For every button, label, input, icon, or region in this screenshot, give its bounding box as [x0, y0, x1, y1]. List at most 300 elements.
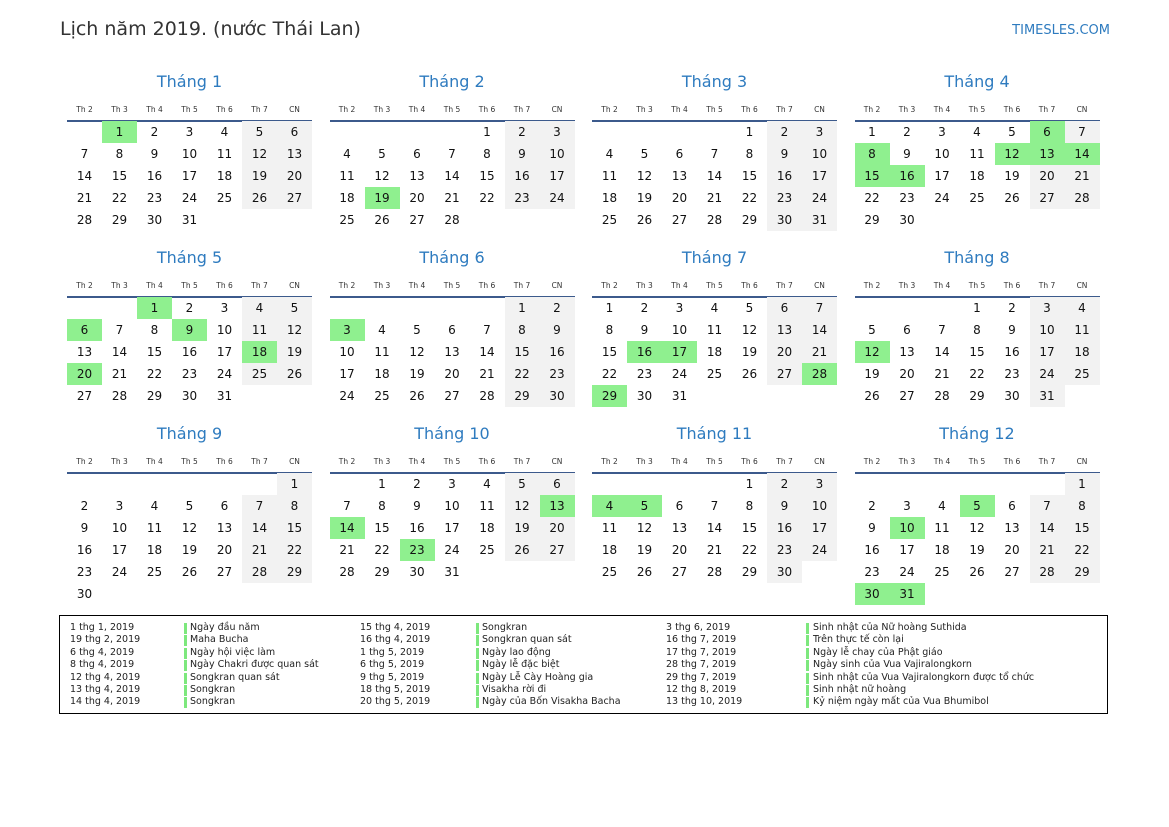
day-cell: 4 — [242, 297, 277, 319]
day-cell: 29 — [374, 565, 390, 579]
day-cell: 3 — [802, 121, 837, 143]
day-cell: 24 — [899, 565, 915, 579]
holiday-date: 6 thg 4, 2019 — [70, 646, 135, 658]
holiday-name: Ngày lễ chay của Phật giáo — [813, 646, 943, 658]
day-cell: 29 — [277, 561, 312, 583]
day-cell: 27 — [409, 213, 425, 227]
day-cell: 1 — [745, 477, 754, 491]
day-cell: 13 — [409, 169, 425, 183]
day-cell: 4 — [378, 323, 386, 337]
holiday-day-cell: 16 — [890, 165, 925, 187]
day-cell: 10 — [111, 521, 128, 535]
day-cell: 22 — [277, 539, 312, 561]
weekday-header — [592, 105, 837, 115]
day-cell: 26 — [636, 565, 653, 579]
holiday-date: 29 thg 7, 2019 — [666, 671, 737, 683]
holiday-day-cell: 23 — [400, 539, 435, 561]
day-cell: 7 — [242, 495, 277, 517]
day-cell: 2 — [540, 297, 575, 319]
day-cell: 29 — [741, 213, 758, 227]
day-cell: 24 — [802, 187, 837, 209]
holiday-name: Ngày Lễ Cày Hoàng gia — [482, 671, 594, 683]
day-cell: 18 — [216, 169, 233, 183]
day-cell: 4 — [973, 125, 981, 139]
day-cell: 5 — [378, 147, 386, 161]
day-cell: 11 — [339, 169, 355, 183]
weekday-label: Th 2 — [338, 105, 356, 114]
weekday-label: Th 4 — [408, 281, 426, 290]
weekday-label: CN — [551, 457, 563, 466]
day-cell: 10 — [802, 495, 837, 517]
day-cell: 21 — [1030, 539, 1065, 561]
month-8 — [855, 248, 1100, 424]
day-cell: 7 — [80, 147, 89, 161]
day-cell: 20 — [277, 165, 312, 187]
day-cell: 3 — [220, 301, 229, 315]
day-cell: 13 — [671, 521, 688, 535]
month-7 — [592, 248, 837, 424]
day-cell: 31 — [671, 389, 688, 403]
month-1 — [67, 72, 312, 248]
day-cell: 19 — [181, 543, 198, 557]
holiday-name: Sinh nhật của Vua Vajiralongkorn được tổ chức — [813, 671, 1035, 683]
day-cell: 28 — [706, 213, 723, 227]
day-cell: 3 — [185, 125, 194, 139]
day-cell: 22 — [146, 367, 163, 381]
day-cell: 10 — [181, 147, 198, 161]
day-cell: 14 — [76, 169, 93, 183]
day-cell: 28 — [339, 565, 355, 579]
day-cell: 5 — [277, 297, 312, 319]
day-cell: 6 — [903, 323, 911, 337]
day-cell: 26 — [741, 367, 758, 381]
day-cell: 26 — [864, 389, 880, 403]
day-cell: 9 — [868, 521, 876, 535]
weekday-label: Th 5 — [443, 281, 461, 290]
day-cell: 9 — [505, 143, 540, 165]
weekday-header — [855, 105, 1100, 115]
weekday-label: Th 2 — [76, 281, 93, 290]
day-cell: 21 — [479, 367, 495, 381]
day-cell: 10 — [216, 323, 233, 337]
weekday-label: Th 2 — [338, 281, 356, 290]
holiday-day-cell: 1 — [102, 121, 137, 143]
holiday-marker — [806, 673, 809, 684]
holiday-date: 16 thg 7, 2019 — [666, 634, 737, 646]
day-cell: 20 — [1030, 165, 1065, 187]
holiday-name: Trên thực tế còn lại — [813, 634, 904, 646]
day-cell: 7 — [710, 147, 719, 161]
day-cell: 12 — [277, 319, 312, 341]
day-cell: 17 — [111, 543, 128, 557]
month-9 — [67, 424, 312, 600]
holiday-marker — [476, 673, 479, 684]
weekday-label: Th 3 — [373, 457, 391, 466]
day-cell: 1 — [605, 301, 614, 315]
day-cell: 25 — [374, 389, 390, 403]
weekday-label: Th 4 — [146, 105, 163, 114]
day-cell: 20 — [1004, 543, 1020, 557]
holiday-marker — [184, 697, 187, 708]
weekday-label: Th 6 — [216, 457, 233, 466]
holiday-day-cell: 18 — [242, 341, 277, 363]
holiday-day-cell: 15 — [855, 165, 890, 187]
weekday-label: Th 4 — [671, 281, 688, 290]
month-2 — [330, 72, 575, 248]
day-cell: 23 — [636, 367, 653, 381]
weekday-label: Th 3 — [636, 457, 653, 466]
day-cell: 27 — [1004, 565, 1020, 579]
weekday-label: Th 7 — [776, 105, 793, 114]
day-cell: 7 — [483, 323, 491, 337]
day-cell: 25 — [216, 191, 233, 205]
day-cell: 14 — [706, 521, 723, 535]
weekday-label: CN — [551, 105, 563, 114]
day-cell: 28 — [1030, 561, 1065, 583]
holiday-date: 16 thg 4, 2019 — [360, 634, 431, 646]
weekday-label: Th 7 — [1038, 105, 1056, 114]
holiday-day-cell: 13 — [540, 495, 575, 517]
day-cell: 20 — [540, 517, 575, 539]
day-cell: 29 — [111, 213, 128, 227]
day-cell: 4 — [220, 125, 229, 139]
day-cell: 5 — [745, 301, 754, 315]
weekday-label: CN — [289, 457, 300, 466]
day-cell: 16 — [767, 165, 802, 187]
day-cell: 16 — [1004, 345, 1020, 359]
holiday-day-cell: 6 — [67, 319, 102, 341]
day-cell: 12 — [242, 143, 277, 165]
month-title: Tháng 3 — [681, 72, 748, 91]
day-cell: 25 — [479, 543, 495, 557]
day-cell: 27 — [671, 565, 688, 579]
holiday-day-cell: 13 — [1030, 143, 1065, 165]
page-title: Lịch năm 2019. (nước Thái Lan) — [60, 18, 361, 40]
day-cell: 22 — [741, 543, 758, 557]
day-cell: 18 — [601, 543, 618, 557]
day-cell: 3 — [115, 499, 124, 513]
day-cell: 23 — [767, 539, 802, 561]
day-cell: 15 — [111, 169, 128, 183]
holiday-marker — [476, 635, 479, 646]
holiday-name: Ngày hội việc làm — [190, 646, 276, 658]
day-cell: 22 — [969, 367, 985, 381]
weekday-label: Th 6 — [1003, 457, 1021, 466]
weekday-label: Th 3 — [111, 457, 128, 466]
month-title: Tháng 11 — [676, 424, 753, 443]
day-cell: 21 — [111, 367, 128, 381]
weekday-header — [855, 281, 1100, 291]
holiday-day-cell: 16 — [627, 341, 662, 363]
day-cell: 17 — [339, 367, 355, 381]
weekday-label: CN — [1076, 281, 1088, 290]
day-cell: 2 — [80, 499, 89, 513]
day-cell: 15 — [601, 345, 618, 359]
month-6 — [330, 248, 575, 424]
day-cell: 30 — [1004, 389, 1020, 403]
holiday-day-cell: 30 — [855, 583, 890, 605]
holiday-day-cell: 12 — [995, 143, 1030, 165]
day-cell: 15 — [969, 345, 985, 359]
day-cell: 5 — [185, 499, 194, 513]
day-cell: 30 — [540, 385, 575, 407]
day-cell: 15 — [277, 517, 312, 539]
weekday-label: CN — [289, 105, 300, 114]
day-cell: 18 — [374, 367, 390, 381]
day-cell: 15 — [479, 169, 495, 183]
day-cell: 9 — [540, 319, 575, 341]
day-cell: 17 — [934, 169, 950, 183]
weekday-label: Th 4 — [146, 281, 163, 290]
day-cell: 23 — [1004, 367, 1020, 381]
weekday-label: Th 4 — [933, 457, 951, 466]
holiday-date: 1 thg 1, 2019 — [70, 622, 135, 633]
day-cell: 12 — [374, 169, 390, 183]
day-cell: 6 — [675, 499, 684, 513]
holiday-marker — [184, 648, 187, 659]
day-cell: 18 — [969, 169, 985, 183]
day-cell: 28 — [1065, 187, 1100, 209]
weekday-label: Th 3 — [636, 105, 653, 114]
day-cell: 25 — [1065, 363, 1100, 385]
weekday-label: Th 3 — [898, 281, 916, 290]
day-cell: 27 — [540, 539, 575, 561]
holiday-marker — [476, 697, 479, 708]
day-cell: 23 — [181, 367, 198, 381]
day-cell: 25 — [242, 363, 277, 385]
holiday-legend — [59, 615, 1108, 714]
weekday-label: Th 3 — [373, 281, 391, 290]
day-cell: 28 — [479, 389, 495, 403]
day-cell: 20 — [216, 543, 233, 557]
weekday-label: Th 7 — [513, 105, 531, 114]
day-cell: 5 — [413, 323, 421, 337]
holiday-day-cell: 29 — [592, 385, 627, 407]
day-cell: 2 — [505, 121, 540, 143]
day-cell: 17 — [216, 345, 233, 359]
day-cell: 8 — [973, 323, 981, 337]
day-cell: 28 — [444, 213, 460, 227]
day-cell: 14 — [1030, 517, 1065, 539]
weekday-label: Th 6 — [216, 281, 233, 290]
day-cell: 17 — [802, 165, 837, 187]
day-cell: 13 — [444, 345, 460, 359]
weekday-label: Th 7 — [1038, 457, 1056, 466]
day-cell: 12 — [636, 169, 653, 183]
day-cell: 5 — [640, 147, 649, 161]
day-cell: 11 — [601, 521, 618, 535]
day-cell: 24 — [802, 539, 837, 561]
day-cell: 7 — [448, 147, 456, 161]
holiday-date: 13 thg 4, 2019 — [70, 684, 141, 695]
day-cell: 24 — [1030, 363, 1065, 385]
day-cell: 14 — [479, 345, 495, 359]
holiday-date: 14 thg 4, 2019 — [70, 696, 141, 708]
month-5 — [67, 248, 312, 424]
weekday-header — [67, 281, 312, 291]
month-title: Tháng 9 — [156, 424, 223, 443]
month-3 — [592, 72, 837, 248]
day-cell: 20 — [444, 367, 460, 381]
day-cell: 20 — [671, 191, 688, 205]
weekday-label: Th 6 — [741, 457, 758, 466]
day-cell: 4 — [938, 499, 946, 513]
weekday-label: Th 7 — [776, 457, 793, 466]
day-cell: 22 — [111, 191, 128, 205]
day-cell: 9 — [767, 495, 802, 517]
day-cell: 5 — [868, 323, 876, 337]
holiday-day-cell: 1 — [137, 297, 172, 319]
weekday-label: Th 4 — [146, 457, 163, 466]
day-cell: 9 — [903, 147, 911, 161]
day-cell: 5 — [242, 121, 277, 143]
day-cell: 2 — [640, 301, 649, 315]
day-cell: 16 — [409, 521, 425, 535]
day-cell: 11 — [216, 147, 233, 161]
month-title: Tháng 1 — [156, 72, 223, 91]
day-cell: 9 — [413, 499, 421, 513]
day-cell: 25 — [601, 213, 618, 227]
day-cell: 30 — [767, 209, 802, 231]
day-cell: 4 — [1065, 297, 1100, 319]
day-cell: 28 — [706, 565, 723, 579]
holiday-day-cell: 10 — [890, 517, 925, 539]
day-cell: 31 — [181, 213, 198, 227]
day-cell: 12 — [505, 495, 540, 517]
day-cell: 3 — [448, 477, 456, 491]
day-cell: 27 — [899, 389, 915, 403]
day-cell: 26 — [277, 363, 312, 385]
weekday-label: Th 3 — [898, 457, 916, 466]
weekday-label: Th 4 — [933, 105, 951, 114]
day-cell: 7 — [710, 499, 719, 513]
day-cell: 1 — [868, 125, 876, 139]
day-cell: 31 — [444, 565, 460, 579]
weekday-label: Th 4 — [671, 105, 688, 114]
day-cell: 28 — [242, 561, 277, 583]
day-cell: 15 — [741, 521, 758, 535]
day-cell: 23 — [540, 363, 575, 385]
day-cell: 23 — [505, 187, 540, 209]
day-cell: 17 — [181, 169, 198, 183]
day-cell: 29 — [969, 389, 985, 403]
holiday-marker — [476, 660, 479, 671]
day-cell: 11 — [374, 345, 390, 359]
day-cell: 21 — [934, 367, 950, 381]
day-cell: 25 — [146, 565, 163, 579]
day-cell: 12 — [969, 521, 985, 535]
day-cell: 30 — [181, 389, 198, 403]
holiday-name: Songkran — [190, 696, 236, 708]
weekday-label: Th 7 — [513, 457, 531, 466]
day-cell: 6 — [413, 147, 421, 161]
day-cell: 18 — [601, 191, 618, 205]
day-cell: 21 — [706, 191, 723, 205]
calendar-grid — [67, 72, 1107, 612]
day-cell: 1 — [505, 297, 540, 319]
holiday-marker — [806, 623, 809, 634]
day-cell: 17 — [540, 165, 575, 187]
day-cell: 25 — [706, 367, 723, 381]
day-cell: 20 — [671, 543, 688, 557]
day-cell: 8 — [378, 499, 386, 513]
weekday-label: Th 4 — [671, 457, 688, 466]
holiday-name: Songkran — [190, 684, 236, 695]
day-cell: 3 — [903, 499, 911, 513]
day-cell: 6 — [277, 121, 312, 143]
day-cell: 13 — [671, 169, 688, 183]
day-cell: 24 — [339, 389, 355, 403]
day-cell: 10 — [1030, 319, 1065, 341]
holiday-marker — [184, 623, 187, 634]
weekday-label: Th 6 — [741, 281, 758, 290]
day-cell: 19 — [1004, 169, 1020, 183]
weekday-header — [592, 457, 837, 467]
holiday-date: 9 thg 5, 2019 — [360, 671, 425, 683]
day-cell: 9 — [1008, 323, 1016, 337]
weekday-label: Th 2 — [863, 457, 881, 466]
weekday-label: CN — [551, 281, 563, 290]
day-cell: 24 — [181, 191, 198, 205]
holiday-marker — [184, 660, 187, 671]
holiday-marker — [476, 623, 479, 634]
month-title: Tháng 8 — [944, 248, 1010, 267]
day-cell: 8 — [483, 147, 491, 161]
holiday-date: 20 thg 5, 2019 — [360, 696, 431, 708]
day-cell: 17 — [802, 517, 837, 539]
holiday-name: Songkran — [482, 622, 528, 633]
month-title: Tháng 4 — [944, 72, 1010, 91]
day-cell: 1 — [483, 125, 491, 139]
holiday-marker — [476, 648, 479, 659]
day-cell: 6 — [675, 147, 684, 161]
holiday-day-cell: 19 — [365, 187, 400, 209]
day-cell: 27 — [767, 363, 802, 385]
day-cell: 31 — [1030, 385, 1065, 407]
day-cell: 23 — [864, 565, 880, 579]
day-cell: 1 — [973, 301, 981, 315]
site-link[interactable]: TIMESLES.COM — [1012, 23, 1110, 38]
weekday-header — [330, 457, 575, 467]
day-cell: 29 — [864, 213, 880, 227]
holiday-marker — [806, 685, 809, 696]
day-cell: 30 — [899, 213, 915, 227]
day-cell: 23 — [146, 191, 163, 205]
weekday-header — [67, 457, 312, 467]
holiday-name: Ngày Chakri được quan sát — [190, 659, 319, 671]
day-cell: 21 — [242, 539, 277, 561]
holiday-marker — [806, 697, 809, 708]
month-divider — [67, 472, 312, 474]
day-cell: 5 — [1008, 125, 1016, 139]
day-cell: 31 — [802, 209, 837, 231]
weekday-label: Th 7 — [776, 281, 793, 290]
month-title: Tháng 7 — [681, 248, 748, 267]
day-cell: 27 — [1030, 187, 1065, 209]
holiday-date: 13 thg 10, 2019 — [666, 696, 743, 708]
holiday-marker — [184, 635, 187, 646]
day-cell: 2 — [903, 125, 911, 139]
holiday-date: 1 thg 5, 2019 — [360, 646, 425, 658]
day-cell: 13 — [1004, 521, 1020, 535]
day-cell: 18 — [934, 543, 950, 557]
day-cell: 12 — [181, 521, 198, 535]
weekday-label: Th 2 — [863, 281, 881, 290]
month-title: Tháng 10 — [414, 424, 490, 443]
day-cell: 27 — [216, 565, 233, 579]
holiday-marker — [806, 660, 809, 671]
day-cell: 3 — [540, 121, 575, 143]
